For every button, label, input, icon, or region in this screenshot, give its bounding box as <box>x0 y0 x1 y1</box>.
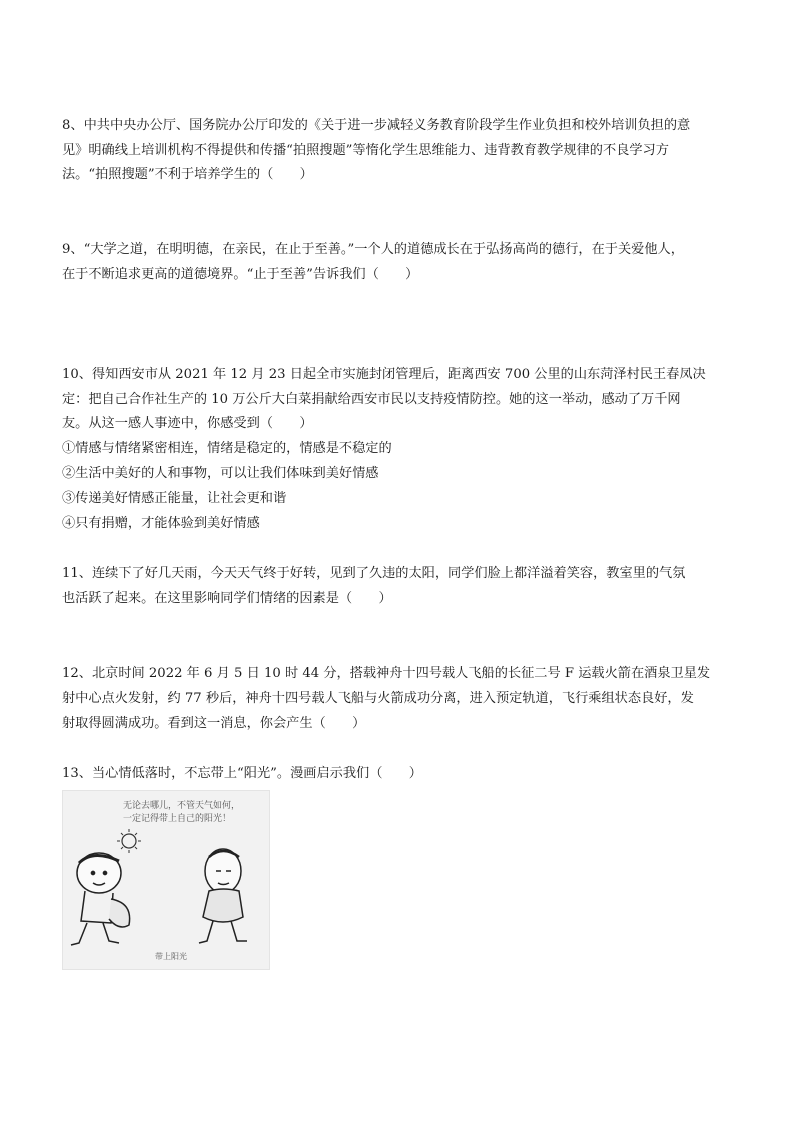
q10-item-2: ②生活中美好的人和事物，可以让我们体味到美好情感 <box>62 466 379 481</box>
q10-item-4: ④只有捐赠，才能体验到美好情感 <box>62 516 260 531</box>
sun-icon <box>122 834 136 848</box>
left-boy-figure <box>71 853 130 945</box>
q11-stem-line-2: 也活跃了起来。在这里影响同学们情绪的因素是（ ） <box>62 591 392 606</box>
cartoon-title: 带上阳光 <box>155 952 187 961</box>
q11-stem-line-1: 11、连续下了好几天雨，今天天气终于好转，见到了久违的太阳，同学们脸上都洋溢着笑容，教室里的气氛 <box>62 566 686 581</box>
q8-stem-line-1: 8、中共中央办公厅、国务院办公厅印发的《关于进一步减轻义务教育阶段学生作业负担和校外培训负担的意 <box>62 118 691 133</box>
q12-stem-line-1: 12、北京时间 2022 年 6 月 5 日 10 时 44 分，搭载神舟十四号载人飞船的长征二号 F 运载火箭在酒泉卫星发 <box>62 666 711 681</box>
cartoon-caption-line-2: 一定记得带上自己的阳光！ <box>123 814 232 824</box>
q8-stem-line-2: 见》明确线上培训机构不得提供和传播“拍照搜题”等惰化学生思维能力、违背教育教学规律的不良学习方 <box>62 143 669 158</box>
q10-stem-line-3: 友。从这一感人事迹中，你感受到（ ） <box>62 416 313 431</box>
q9-stem-line-1: 9、“大学之道，在明明德，在亲民，在止于至善。”一个人的道德成长在于弘扬高尚的德行，在于关爱他人， <box>62 242 684 257</box>
q13-stem-line-1: 13、当心情低落时，不忘带上“阳光”。漫画启示我们（ ） <box>62 766 422 781</box>
q10-item-3: ③传递美好情感正能量，让社会更和谐 <box>62 491 287 506</box>
cartoon-image <box>62 790 270 970</box>
cartoon-caption-line-1: 无论去哪儿，不管天气如何， <box>123 801 241 811</box>
q10-stem-line-2: 定：把自己合作社生产的 10 万公斤大白菜捐献给西安市民以支持疫情防控。她的这一举动，感动了万千网 <box>62 392 681 407</box>
q10-stem-line-1: 10、得知西安市从 2021 年 12 月 23 日起全市实施封闭管理后，距离西安 700 公里的山东菏泽村民王春凤决 <box>62 367 706 382</box>
right-boy-figure <box>199 849 247 943</box>
q10-item-1: ①情感与情绪紧密相连，情绪是稳定的，情感是不稳定的 <box>62 441 392 456</box>
q9-stem-line-2: 在于不断追求更高的道德境界。“止于至善”告诉我们（ ） <box>62 267 419 282</box>
q8-stem-line-3: 法。“拍照搜题”不利于培养学生的（ ） <box>62 167 313 182</box>
q12-stem-line-3: 射取得圆满成功。看到这一消息，你会产生（ ） <box>62 716 366 731</box>
sun-rays <box>117 829 141 853</box>
q12-stem-line-2: 射中心点火发射，约 77 秒后，神舟十四号载人飞船与火箭成功分离，进入预定轨道，飞行乘组状态良好，发 <box>62 691 694 706</box>
